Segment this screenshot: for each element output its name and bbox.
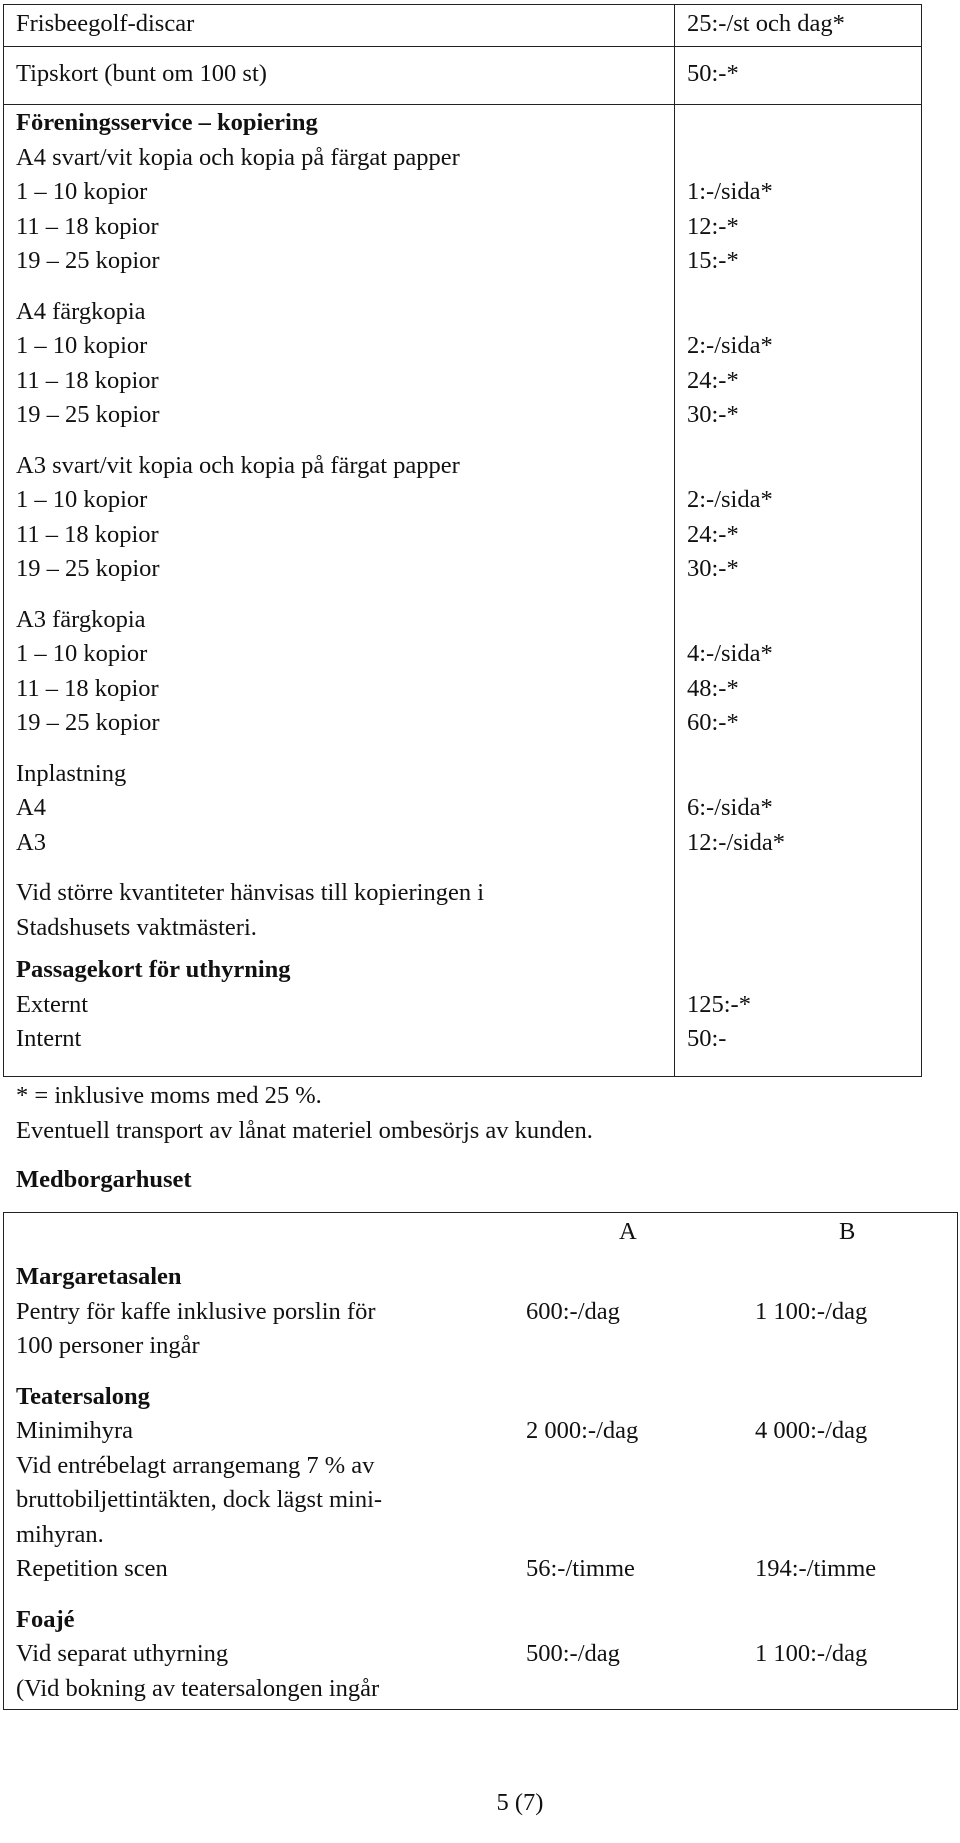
margaretasalen-desc: 100 personer ingår	[16, 1332, 200, 1359]
list-item: 1 – 10 kopior	[16, 486, 148, 513]
list-item: 19 – 25 kopior	[16, 401, 160, 428]
list-item: 1 – 10 kopior	[16, 332, 148, 359]
list-item: A3	[16, 828, 46, 856]
price: 2:-/sida*	[687, 486, 773, 513]
group-heading: A3 svart/vit kopia och kopia på färgat papper	[16, 451, 460, 479]
price: 60:-*	[687, 709, 739, 736]
medborgarhuset-prices-b	[755, 1260, 955, 1672]
price-a: 56:-/timme	[526, 1555, 635, 1582]
price-a: 600:-/dag	[526, 1297, 620, 1325]
table1-row-border	[3, 46, 922, 47]
margaretasalen-title: Margaretasalen	[16, 1263, 182, 1290]
table1-left-border	[3, 4, 4, 1076]
price: 24:-*	[687, 520, 739, 548]
table2-right-border	[957, 1212, 958, 1709]
medborgarhuset-labels	[16, 1260, 486, 1706]
passagekort-title: Passagekort för uthyrning	[16, 956, 291, 983]
price: 4:-/sida*	[687, 640, 773, 667]
list-item: 19 – 25 kopior	[16, 709, 160, 736]
teatersalong-note: Vid entrébelagt arrangemang 7 % av	[16, 1451, 375, 1479]
list-item: 11 – 18 kopior	[16, 366, 159, 394]
group-heading: A4 svart/vit kopia och kopia på färgat papper	[16, 143, 460, 171]
price: 125:-*	[687, 990, 751, 1018]
row-label-tipskort: Tipskort (bunt om 100 st)	[16, 60, 267, 87]
list-item: 19 – 25 kopior	[16, 555, 160, 582]
table2-bottom-border	[3, 1709, 958, 1710]
section-heading-medborgarhuset: Medborgarhuset	[16, 1166, 192, 1193]
row-price-tipskort: 50:-*	[687, 60, 739, 87]
price: 12:-*	[687, 212, 739, 240]
teatersalong-note: mihyran.	[16, 1520, 104, 1548]
list-item: 11 – 18 kopior	[16, 674, 159, 702]
group-heading: Inplastning	[16, 759, 127, 787]
price-a: 500:-/dag	[526, 1640, 620, 1667]
list-item: 1 – 10 kopior	[16, 640, 148, 667]
list-item: A4	[16, 794, 46, 821]
price: 1:-/sida*	[687, 178, 773, 205]
table1-row-border	[3, 104, 922, 105]
price: 15:-*	[687, 247, 739, 274]
row-label-frisbee: Frisbeegolf-discar	[16, 10, 195, 37]
table1-top-border	[3, 4, 922, 5]
price: 24:-*	[687, 366, 739, 394]
footnotes	[16, 1079, 593, 1148]
price: 48:-*	[687, 674, 739, 702]
list-item: 1 – 10 kopior	[16, 178, 148, 205]
price-a: 2 000:-/dag	[526, 1417, 639, 1444]
group-heading: A4 färgkopia	[16, 297, 146, 325]
table1-column-divider	[674, 4, 675, 1076]
row-price-frisbee: 25:-/st och dag*	[687, 10, 845, 37]
teatersalong-note: bruttobiljettintäkten, dock lägst mini-	[16, 1486, 383, 1513]
list-item: 19 – 25 kopior	[16, 247, 160, 274]
column-header-b: B	[839, 1218, 856, 1245]
table2-left-border	[3, 1212, 4, 1709]
price: 50:-	[687, 1025, 727, 1052]
price-b: 4 000:-/dag	[755, 1417, 868, 1444]
price-b: 1 100:-/dag	[755, 1640, 868, 1667]
table2-top-border	[3, 1212, 958, 1213]
list-item: 11 – 18 kopior	[16, 212, 159, 240]
teatersalong-title: Teatersalong	[16, 1382, 150, 1410]
moms-footnote: * = inklusive moms med 25 %.	[16, 1082, 322, 1109]
price: 30:-*	[687, 401, 739, 428]
foaje-title: Foajé	[16, 1605, 75, 1633]
repetition-label: Repetition scen	[16, 1555, 168, 1582]
price: 30:-*	[687, 555, 739, 582]
table1-bottom-border	[3, 1076, 922, 1077]
table1-right-border	[921, 4, 922, 1076]
margaretasalen-desc: Pentry för kaffe inklusive porslin för	[16, 1297, 376, 1325]
price-b: 1 100:-/dag	[755, 1297, 868, 1325]
list-item: Internt	[16, 1025, 82, 1052]
foaje-desc: (Vid bokning av teatersalongen ingår	[16, 1674, 380, 1702]
foreningsservice-prices	[687, 106, 912, 1057]
minimihyra-label: Minimihyra	[16, 1417, 134, 1444]
page-number: 5 (7)	[496, 1789, 544, 1816]
list-item: Externt	[16, 990, 89, 1018]
foreningsservice-labels	[16, 106, 666, 1057]
kopiering-note: Vid större kvantiteter hänvisas till kopieringen i	[16, 879, 485, 906]
price: 2:-/sida*	[687, 332, 773, 359]
medborgarhuset-prices-a	[526, 1260, 726, 1672]
group-heading: A3 färgkopia	[16, 605, 146, 633]
foreningsservice-title: Föreningsservice – kopiering	[16, 109, 318, 136]
kopiering-note: Stadshusets vaktmästeri.	[16, 913, 257, 941]
list-item: 11 – 18 kopior	[16, 520, 159, 548]
foaje-desc: Vid separat uthyrning	[16, 1640, 229, 1667]
price-b: 194:-/timme	[755, 1555, 877, 1582]
transport-footnote: Eventuell transport av lånat materiel ombesörjs av kunden.	[16, 1116, 593, 1144]
price: 12:-/sida*	[687, 828, 785, 856]
column-header-a: A	[619, 1218, 637, 1245]
price: 6:-/sida*	[687, 794, 773, 821]
